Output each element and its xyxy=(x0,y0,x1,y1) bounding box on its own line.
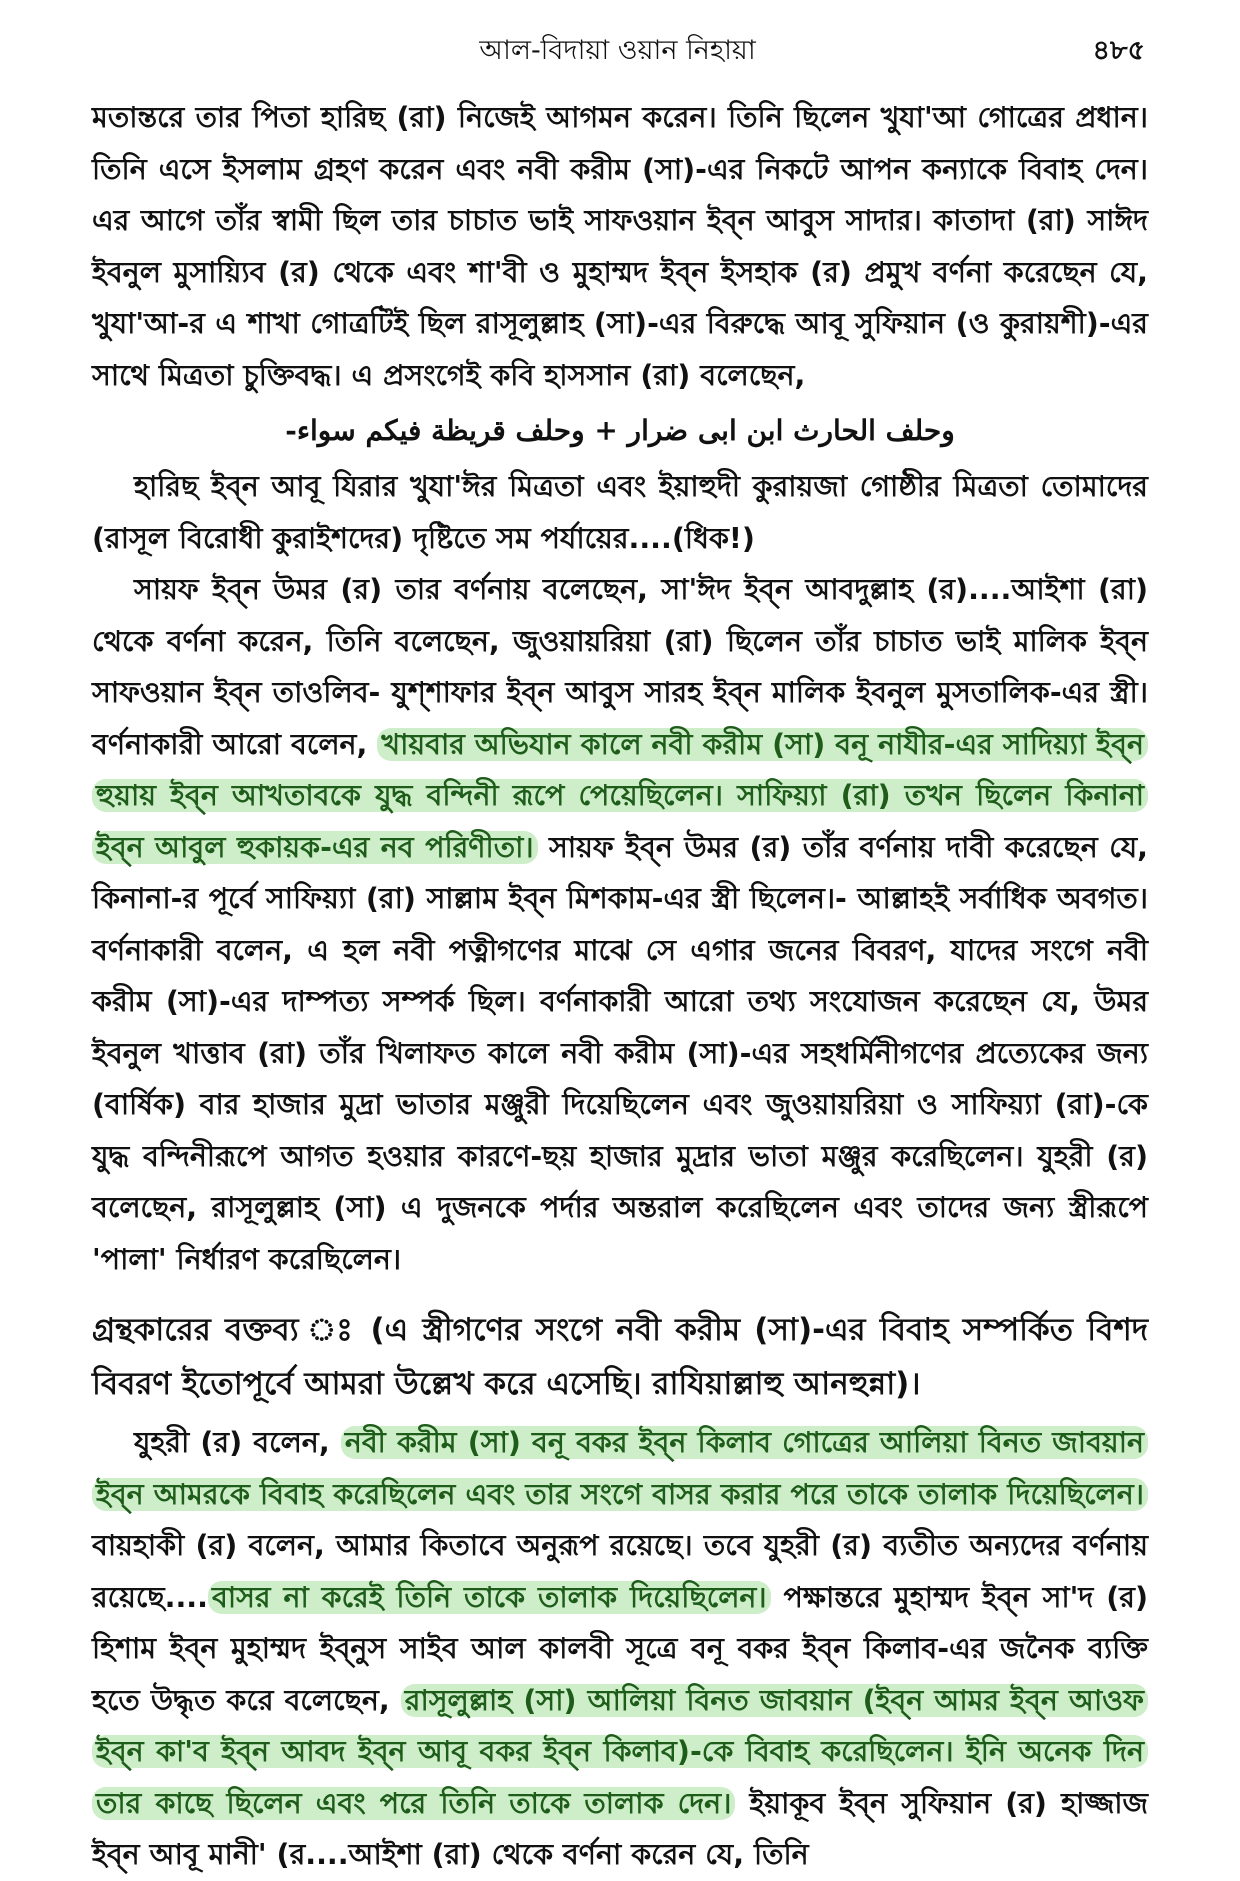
highlighted-passage: খায়বার অভিযান কালে নবী করীম (সা) বনূ নাযীর-এর সাদিয়্যা ইব্ন হুয়ায় ইব্ন আখতাবকে যুদ্ধ বন্দিনী রূপে পেয়েছিলেন। সাফিয়্যা (রা) তখন ছিলেন কিনানা ইব্ন আবুল হুকায়ক-এর নব পরিণীতা। xyxy=(92,728,1148,864)
highlighted-passage: নবী করীম (সা) বনূ বকর ইব্ন কিলাব গোত্রের আলিয়া বিনত জাবয়ান ইব্ন আমরকে বিবাহ করেছিলেন এবং তার সংগে বাসর করার পরে তাকে তালাক দিয়েছিলেন। xyxy=(92,1426,1148,1511)
paragraph-1: মতান্তরে তার পিতা হারিছ (রা) নিজেই আগমন করেন। তিনি ছিলেন খুযা'আ গোত্রের প্রধান। তিনি এসে ইসলাম গ্রহণ করেন এবং নবী করীম (সা)-এর নিকটে আপন কন্যাকে বিবাহ দেন। এর আগে তাঁর স্বামী ছিল তার চাচাত ভাই সাফওয়ান ইব্ন আবুস সাদার। কাতাদা (রা) সাঈদ ইবনুল মুসায়্যিব (র) থেকে এবং শা'বী ও মুহাম্মদ ইব্ন ইসহাক (র) প্রমুখ বর্ণনা করেছেন যে, খুযা'আ-র এ শাখা গোত্রটিই ছিল রাসূলুল্লাহ (সা)-এর বিরুদ্ধে আবূ সুফিয়ান (ও কুরায়শী)-এর সাথে মিত্রতা চুক্তিবদ্ধ। এ প্রসংগেই কবি হাসসান (রা) বলেছেন, xyxy=(92,101,1148,392)
paragraph-2: হারিছ ইব্ন আবূ যিরার খুযা'ঈর মিত্রতা এবং ইয়াহুদী কুরায়জা গোষ্ঠীর মিত্রতা তোমাদের (রাসূল বিরোধী কুরাইশদের) দৃষ্টিতে সম পর্যায়ের....(ধিক!) xyxy=(92,470,1148,555)
page-body xyxy=(92,92,1148,1881)
paragraph-5 xyxy=(92,1417,1148,1881)
paragraph-3 xyxy=(92,564,1148,1285)
paragraph-3-text-b: সায়ফ ইব্ন উমর (র) তাঁর বর্ণনায় দাবী করেছেন যে, কিনানা-র পূর্বে সাফিয়্যা (রা) সাল্লাম ইব্ন মিশকাম-এর স্ত্রী ছিলেন।- আল্লাহই সর্বাধিক অবগত। বর্ণনাকারী বলেন, এ হল নবী পত্নীগণের মাঝে সে এগার জনের বিবরণ, যাদের সংগে নবী করীম (সা)-এর দাম্পত্য সম্পর্ক ছিল। বর্ণনাকারী আরো তথ্য সংযোজন করেছেন যে, উমর ইবনুল খাত্তাব (রা) তাঁর খিলাফত কালে নবী করীম (সা)-এর সহধর্মিনীগণের প্রত্যেকের জন্য (বার্ষিক) বার হাজার মুদ্রা ভাতার মঞ্জুরী দিয়েছিলেন এবং জুওয়ায়রিয়া ও সাফিয়্যা (রা)-কে যুদ্ধ বন্দিনীরূপে আগত হওয়ার কারণে-ছয় হাজার মুদ্রার ভাতা মঞ্জুর করেছিলেন। যুহরী (র) বলেছেন, রাসূলুল্লাহ (সা) এ দুজনকে পর্দার অন্তরাল করেছিলেন এবং তাদের জন্য স্ত্রীরূপে 'পালা' নির্ধারণ করেছিলেন। xyxy=(92,830,1149,1276)
arabic-verse: وحلف الحارث ابن ابى ضرار + وحلف قريظة فيكم سواء- xyxy=(285,414,955,447)
paragraph-5-text-a: যুহরী (র) বলেন, xyxy=(134,1426,341,1459)
paragraph-3-text-a: সায়ফ ইব্ন উমর (র) তার বর্ণনায় বলেছেন, সা'ঈদ ইব্ন আবদুল্লাহ (র)....আইশা (রা) থেকে বর্ণনা করেন, তিনি বলেছেন, জুওয়ায়রিয়া (রা) ছিলেন তাঁর চাচাত ভাই মালিক ইব্ন সাফওয়ান ইব্ন তাওলিব- যুশ্‌শাফার ইব্ন আবুস সারহ ইব্ন মালিক ইবনুল মুসতালিক-এর স্ত্রী। বর্ণনাকারী আরো বলেন, xyxy=(92,573,1148,761)
paragraph-5-text-c: পক্ষান্তরে মুহাম্মদ ইব্ন সা'দ (র) হিশাম ইব্ন মুহাম্মদ ইব্নুস সাইব আল কালবী সূত্রে বনূ বকর ইব্ন কিলাব-এর জনৈক ব্যক্তি হতে উদ্ধৃত করে বলেছেন, xyxy=(92,1580,1148,1717)
highlighted-passage: বাসর না করেই তিনি তাকে তালাক দিয়েছিলেন। xyxy=(208,1581,771,1614)
page-number: ৪৮৫ xyxy=(1092,35,1145,66)
paragraph-5-text-b: বায়হাকী (র) বলেন, আমার কিতাবে অনুরূপ রয়েছে। তবে যুহরী (র) ব্যতীত অন্যদের বর্ণনায় রয়েছে.... xyxy=(92,1529,1148,1614)
highlighted-passage: রাসূলুল্লাহ (সা) আলিয়া বিনত জাবয়ান (ইব্ন আমর ইব্ন আওফ ইব্ন কা'ব ইব্ন আবদ ইব্ন আবূ বকর ইব্ন কিলাব)-কে বিবাহ করেছিলেন। ইনি অনেক দিন তার কাছে ছিলেন এবং পরে তিনি তাকে তালাক দেন। xyxy=(92,1684,1148,1820)
running-title: আল-বিদায়া ওয়ান নিহায়া xyxy=(479,35,756,66)
page-header xyxy=(90,22,1145,72)
paragraph-5-text-d: ইয়াকূব ইব্ন সুফিয়ান (র) হাজ্জাজ ইব্ন আবূ মানী' (র....আইশা (রা) থেকে বর্ণনা করেন যে, তিনি xyxy=(92,1786,1148,1871)
author-statement: গ্রন্থকারের বক্তব্য ঃ (এ স্ত্রীগণের সংগে নবী করীম (সা)-এর বিবাহ সম্পর্কিত বিশদ বিবরণ ইতোপূর্বে আমরা উল্লেখ করে এসেছি। রাযিয়াল্লাহু আনহুন্না)। xyxy=(92,1312,1148,1402)
